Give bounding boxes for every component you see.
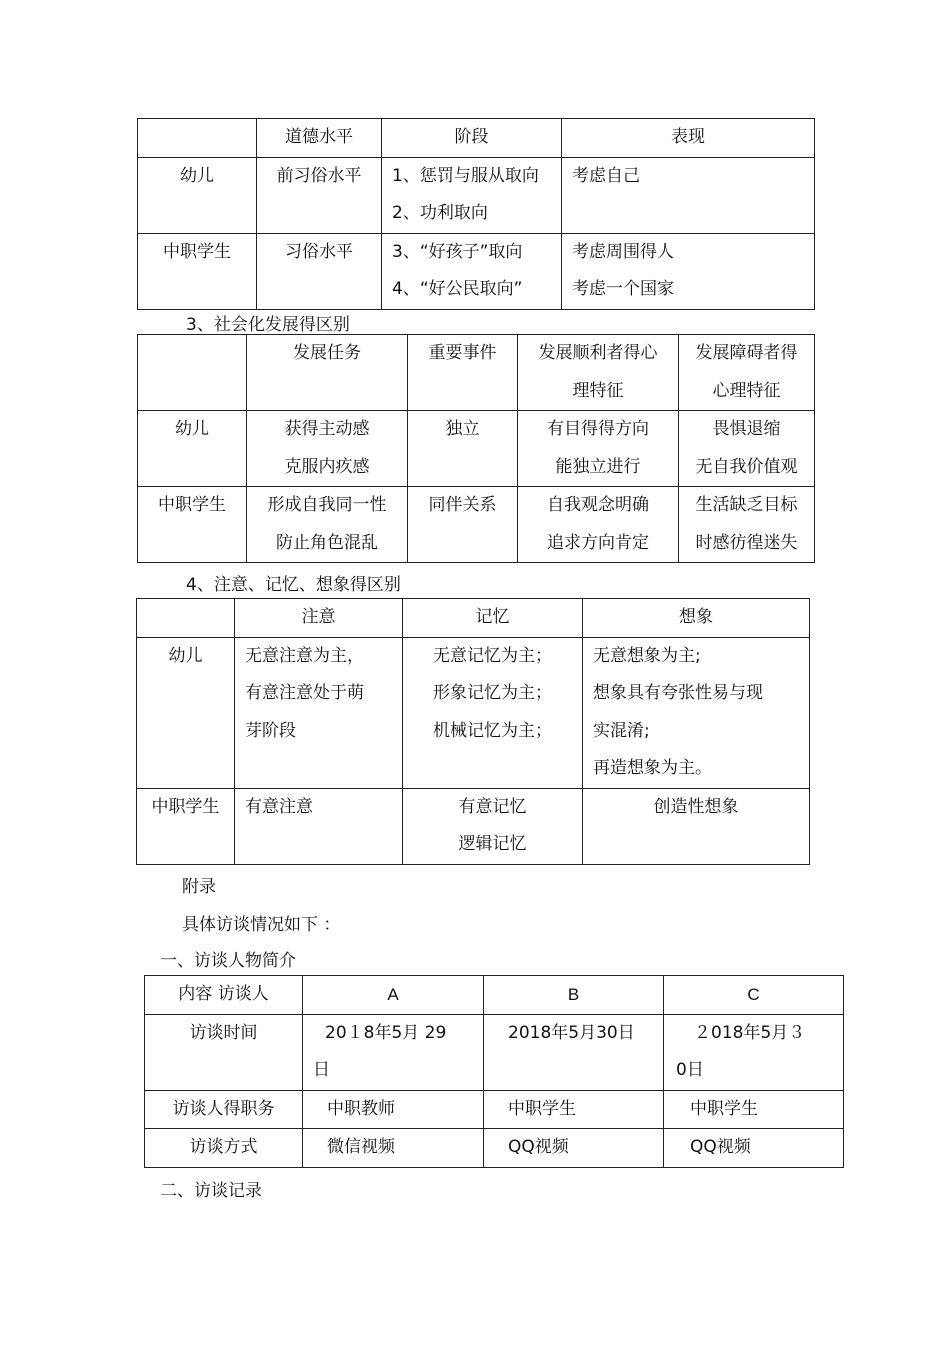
row-label: 访谈人得职务 xyxy=(145,1090,303,1129)
stage-cell: 3、“好孩子”取向 4、“好公民取向” xyxy=(382,233,562,309)
level-cell: 习俗水平 xyxy=(257,233,382,309)
header-cell xyxy=(137,599,235,638)
corner-cell: 内容 访谈人 xyxy=(145,976,303,1015)
header-cell: 道德水平 xyxy=(257,119,382,158)
appendix-intro: 具体访谈情况如下 ： xyxy=(182,915,341,935)
group-cell: 幼儿 xyxy=(138,411,247,487)
imagination-cell: 创造性想象 xyxy=(583,788,810,864)
person-header: B xyxy=(484,976,664,1015)
table-row xyxy=(145,1129,844,1168)
socialization-table xyxy=(137,334,815,563)
behavior-cell: 考虑自己 xyxy=(562,157,815,233)
value-cell: QQ视频 xyxy=(484,1129,664,1168)
table-row xyxy=(145,1090,844,1129)
group-cell: 中职学生 xyxy=(138,487,247,563)
smooth-cell: 自我观念明确 追求方向肯定 xyxy=(518,487,679,563)
group-cell: 中职学生 xyxy=(138,233,257,309)
section-4-title: 4、注意、记忆、想象得区别 xyxy=(186,575,401,595)
table-header-row xyxy=(145,976,844,1015)
imagination-cell: 无意想象为主; 想象具有夸张性易与现 实混淆; 再造想象为主。 xyxy=(583,637,810,788)
value-cell: 中职学生 xyxy=(664,1090,844,1129)
table-row xyxy=(145,1014,844,1090)
header-cell: 重要事件 xyxy=(408,335,518,411)
memory-cell: 无意记忆为主； 形象记忆为主； 机械记忆为主； xyxy=(403,637,583,788)
header-cell: 发展顺利者得心 理特征 xyxy=(518,335,679,411)
appendix-title: 附录 xyxy=(182,877,216,897)
event-cell: 同伴关系 xyxy=(408,487,518,563)
person-header: C xyxy=(664,976,844,1015)
row-label: 访谈方式 xyxy=(145,1129,303,1168)
smooth-cell: 有目得得方向 能独立进行 xyxy=(518,411,679,487)
header-cell: 注意 xyxy=(235,599,403,638)
value-cell: ２018年5月３ 0日 xyxy=(664,1014,844,1090)
task-cell: 形成自我同一性 防止角色混乱 xyxy=(247,487,408,563)
value-cell: 中职教师 xyxy=(303,1090,484,1129)
header-cell: 发展障碍者得 心理特征 xyxy=(679,335,815,411)
obstacle-cell: 畏惧退缩 无自我价值观 xyxy=(679,411,815,487)
table-row xyxy=(138,487,815,563)
value-cell: QQ视频 xyxy=(664,1129,844,1168)
interview-profile-table xyxy=(144,975,844,1168)
event-cell: 独立 xyxy=(408,411,518,487)
header-cell: 发展任务 xyxy=(247,335,408,411)
obstacle-cell: 生活缺乏目标 时感彷徨迷失 xyxy=(679,487,815,563)
table-row xyxy=(137,637,810,788)
cognition-table xyxy=(136,598,810,865)
moral-level-table xyxy=(137,118,815,310)
task-cell: 获得主动感 克服内疚感 xyxy=(247,411,408,487)
person-header: A xyxy=(303,976,484,1015)
header-cell xyxy=(138,335,247,411)
row-label: 访谈时间 xyxy=(145,1014,303,1090)
table-row xyxy=(138,233,815,309)
memory-cell: 有意记忆 逻辑记忆 xyxy=(403,788,583,864)
table-row xyxy=(138,411,815,487)
value-cell: 20１8年5月 29 日 xyxy=(303,1014,484,1090)
table-row xyxy=(138,157,815,233)
header-cell: 表现 xyxy=(562,119,815,158)
header-cell: 记忆 xyxy=(403,599,583,638)
table-header-row xyxy=(137,599,810,638)
group-cell: 幼儿 xyxy=(138,157,257,233)
section-3-title: 3、社会化发展得区别 xyxy=(186,315,350,335)
group-cell: 幼儿 xyxy=(137,637,235,788)
header-cell xyxy=(138,119,257,158)
attention-cell: 无意注意为主， 有意注意处于萌 芽阶段 xyxy=(235,637,403,788)
behavior-cell: 考虑周围得人 考虑一个国家 xyxy=(562,233,815,309)
value-cell: 微信视频 xyxy=(303,1129,484,1168)
table-header-row xyxy=(138,335,815,411)
group-cell: 中职学生 xyxy=(137,788,235,864)
value-cell: 2018年5月30日 xyxy=(484,1014,664,1090)
value-cell: 中职学生 xyxy=(484,1090,664,1129)
header-cell: 想象 xyxy=(583,599,810,638)
interview-record-title: 二、访谈记录 xyxy=(160,1181,262,1201)
attention-cell: 有意注意 xyxy=(235,788,403,864)
header-cell: 阶段 xyxy=(382,119,562,158)
interview-profile-title: 一、访谈人物简介 xyxy=(160,951,296,971)
table-row xyxy=(137,788,810,864)
table-header-row xyxy=(138,119,815,158)
level-cell: 前习俗水平 xyxy=(257,157,382,233)
stage-cell: 1、惩罚与服从取向 2、功利取向 xyxy=(382,157,562,233)
